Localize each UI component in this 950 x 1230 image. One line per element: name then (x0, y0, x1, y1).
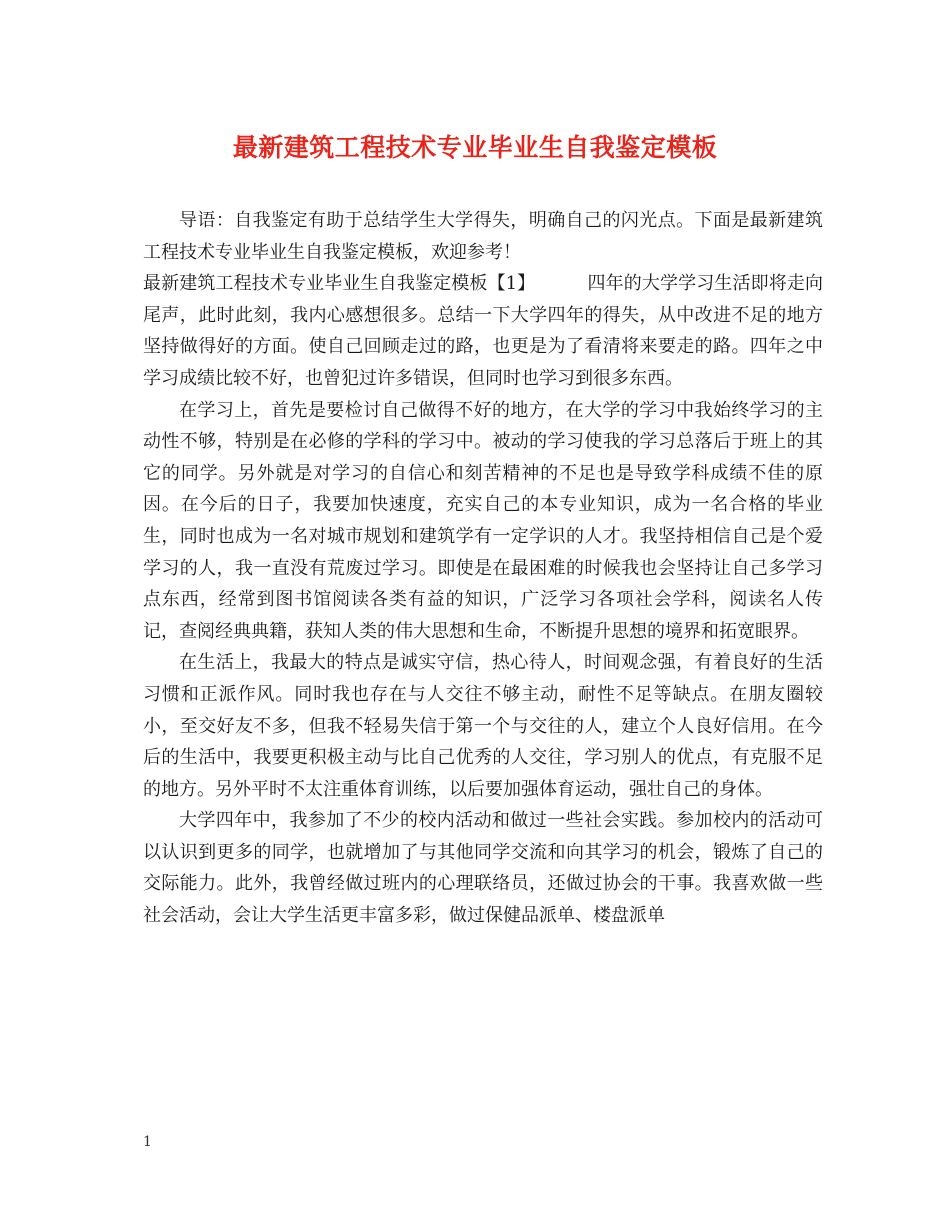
section-first-text: 四年的大学学习生活即将走向尾声，此时此刻，我内心感想很多。总结一下大学四年的得失，从中改进不足的地方坚持做得好的方面。使自己回顾走过的路，也更是为了看清将来要走的路。四年之中学习成绩比较不好，也曾犯过许多错误，但同时也学习到很多东西。 (143, 273, 824, 389)
document-title: 最新建筑工程技术专业毕业生自我鉴定模板 (232, 133, 718, 162)
life-paragraph: 在生活上，我最大的特点是诚实守信，热心待人，时间观念强，有着良好的生活习惯和正派作风。同时我也存在与人交往不够主动，耐性不足等缺点。在朋友圈较小，至交好友不多，但我不轻易失信于第一个与交往的人，建立个人良好信用。在今后的生活中，我要更积极主动与比自己优秀的人交往，学习别人的优点，有克服不足的地方。另外平时不太注重体育训练，以后要加强体育运动，强壮自己的身体。 (143, 652, 823, 800)
intro-paragraph: 导语：自我鉴定有助于总结学生大学得失，明确自己的闪光点。下面是最新建筑工程技术专业毕业生自我鉴定模板，欢迎参考！ (143, 210, 823, 263)
section-heading: 最新建筑工程技术专业毕业生自我鉴定模板【1】 (143, 273, 536, 295)
page-number: 1 (143, 1134, 152, 1150)
activities-paragraph: 大学四年中，我参加了不少的校内活动和做过一些社会实践。参加校内的活动可以认识到更多的同学，也就增加了与其他同学交流和向其学习的机会，锻炼了自己的交际能力。此外，我曾经做过班内的心理联络员，还做过协会的干事。我喜欢做一些社会活动，会让大学生活更丰富多彩，做过保健品派单、楼盘派单 (143, 810, 823, 927)
study-paragraph: 在学习上，首先是要检讨自己做得不好的地方，在大学的学习中我始终学习的主动性不够，特别是在必修的学科的学习中。被动的学习使我的学习总落后于班上的其它的同学。另外就是对学习的自信心和刻苦精神的不足也是导致学科成绩不佳的原因。在今后的日子，我要加快速度，充实自己的本专业知识，成为一名合格的毕业生，同时也成为一名对城市规划和建筑学有一定学识的人才。我坚持相信自己是个爱学习的人，我一直没有荒废过学习。即使是在最困难的时候我也会坚持让自己多学习点东西，经常到图书馆阅读各类有益的知识，广泛学习各项社会学科，阅读名人传记，查阅经典典籍，获知人类的伟大思想和生命，不断提升思想的境界和拓宽眼界。 (143, 399, 823, 642)
document-body (143, 205, 823, 932)
section-paragraph (143, 268, 823, 394)
